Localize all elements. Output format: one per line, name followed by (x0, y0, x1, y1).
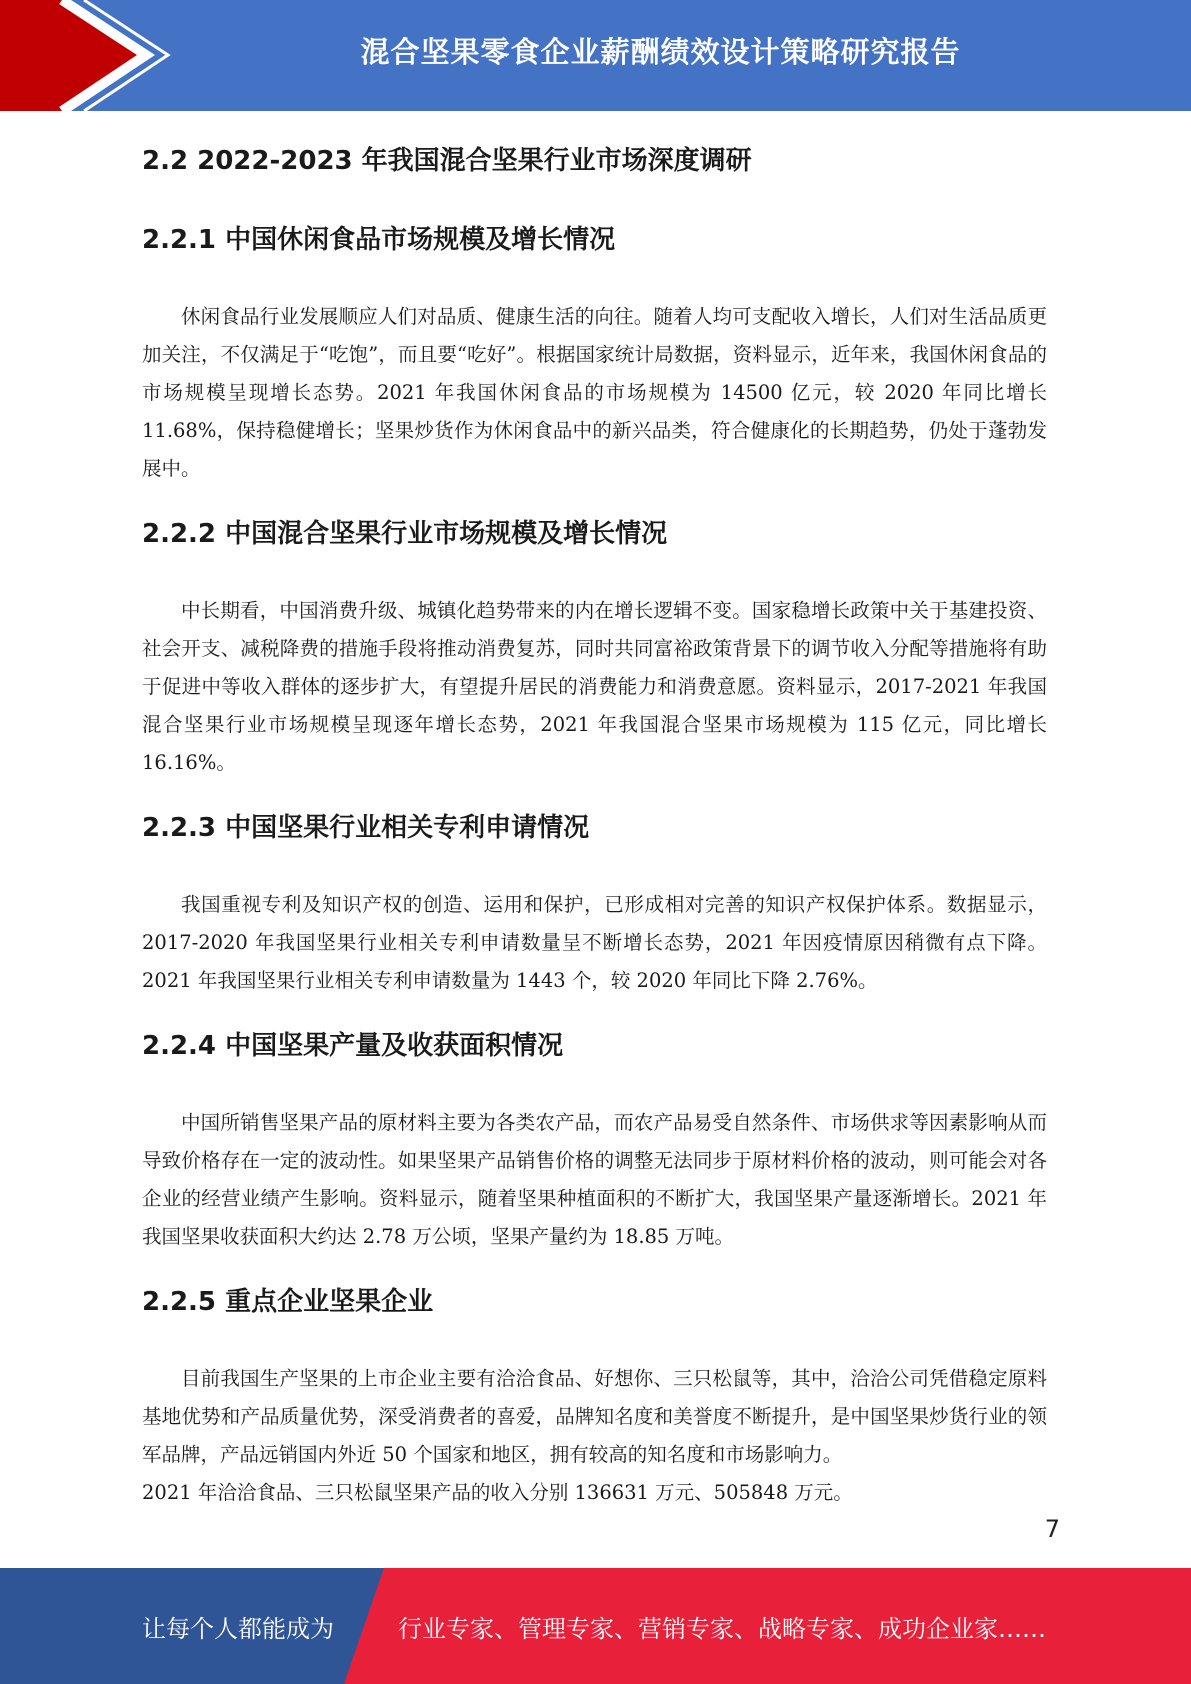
page-number: 7 (1044, 1515, 1060, 1543)
paragraph: 中长期看，中国消费升级、城镇化趋势带来的内在增长逻辑不变。国家稳增长政策中关于基建投资、社会开支、减税降费的措施手段将推动消费复苏，同时共同富裕政策背景下的调节收入分配等措施将有助于促进中等收入群体的逐步扩大，有望提升居民的消费能力和消费意愿。资料显示，2017-2021 年我国混合坚果行业市场规模呈现逐年增长态势，2021 年我国混合坚果市场规模为 115 亿元，同比增长 16.16%。 (142, 599, 1047, 774)
subsection-2-2-2 (142, 506, 1047, 782)
subsection-title: 2.2.5 重点企业坚果企业 (142, 1287, 434, 1317)
footer-slogan-right: 行业专家、管理专家、营销专家、战略专家、成功企业家…… (398, 1614, 1046, 1643)
subsection-2-2-5 (142, 1274, 1047, 1512)
page-content (142, 118, 1047, 1512)
paragraph: 我国重视专利及知识产权的创造、运用和保护，已形成相对完善的知识产权保护体系。数据显示，2017-2020 年我国坚果行业相关专利申请数量呈不断增长态势，2021 年因疫情原因稍微有点下降。2021 年我国坚果行业相关专利申请数量为 1443 个，较 2020 年同比下降 2.76%。 (142, 893, 1047, 992)
paragraph: 目前我国生产坚果的上市企业主要有洽洽食品、好想你、三只松鼠等，其中，洽洽公司凭借稳定原料基地优势和产品质量优势，深受消费者的喜爱，品牌知名度和美誉度不断提升，是中国坚果炒货行业的领军品牌，产品远销国内外近 50 个国家和地区，拥有较高的知名度和市场影响力。 (142, 1367, 1047, 1466)
paragraph-continuation: 2021 年洽洽食品、三只松鼠坚果产品的收入分别 136631 万元、505848 万元。 (142, 1481, 853, 1504)
paragraph: 中国所销售坚果产品的原材料主要为各类农产品，而农产品易受自然条件、市场供求等因素影响从而导致价格存在一定的波动性。如果坚果产品销售价格的调整无法同步于原材料价格的波动，则可能会对各企业的经营业绩产生影响。资料显示，随着坚果种植面积的不断扩大，我国坚果产量逐渐增长。2021 年我国坚果收获面积大约达 2.78 万公顷，坚果产量约为 18.85 万吨。 (142, 1111, 1047, 1248)
page-header (0, 0, 1191, 111)
subsection-title: 2.2.4 中国坚果产量及收获面积情况 (142, 1031, 564, 1061)
footer-slogan-left: 让每个人都能成为 (142, 1614, 334, 1643)
paragraph: 休闲食品行业发展顺应人们对品质、健康生活的向往。随着人均可支配收入增长，人们对生活品质更加关注，不仅满足于“吃饱”，而且要“吃好”。根据国家统计局数据，资料显示，近年来，我国休闲食品的市场规模呈现增长态势。2021 年我国休闲食品的市场规模为 14500 亿元，较 2020 年同比增长 11.68%，保持稳健增长；坚果炒货作为休闲食品中的新兴品类，符合健康化的长期趋势，仍处于蓬勃发展中。 (142, 305, 1047, 480)
subsection-2-2-1 (142, 212, 1047, 488)
report-title: 混合坚果零食企业薪酬绩效设计策略研究报告 (360, 34, 961, 69)
section-title: 2.2 2022-2023 年我国混合坚果行业市场深度调研 (142, 146, 752, 176)
subsection-title: 2.2.2 中国混合坚果行业市场规模及增长情况 (142, 519, 668, 549)
page-footer (0, 1568, 1191, 1684)
subsection-2-2-4 (142, 1018, 1047, 1256)
subsection-title: 2.2.3 中国坚果行业相关专利申请情况 (142, 813, 590, 843)
subsection-title: 2.2.1 中国休闲食品市场规模及增长情况 (142, 225, 616, 255)
subsection-2-2-3 (142, 800, 1047, 1000)
